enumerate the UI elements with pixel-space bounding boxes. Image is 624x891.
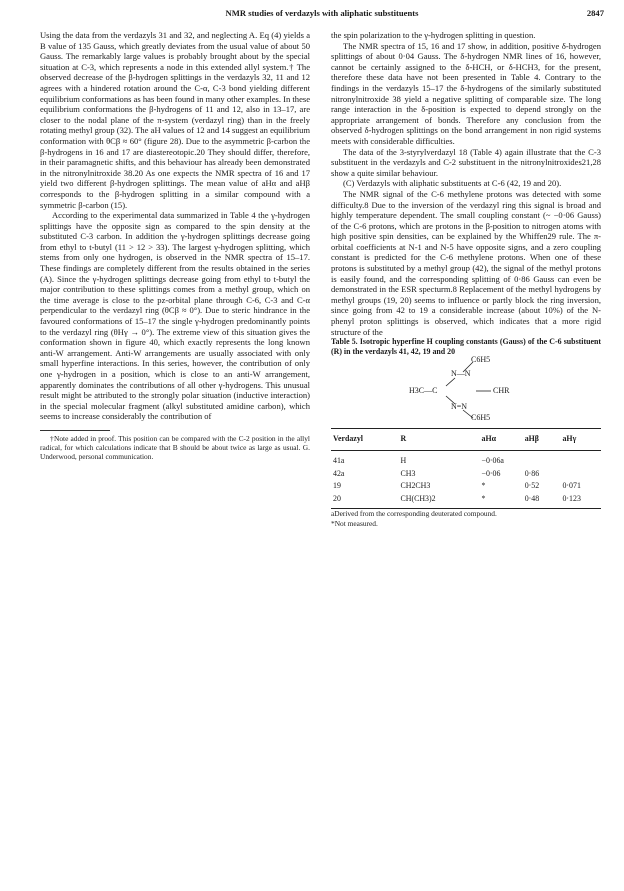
table-note: aDerived from the corresponding deuterated compound. <box>331 509 497 519</box>
table-cell: 0·52 <box>524 481 540 491</box>
column-header: aHγ <box>562 434 577 444</box>
table-cell: CH(CH3)2 <box>400 493 436 503</box>
structure-bottom-substituent: C6H5 <box>471 413 491 423</box>
page-number: 2847 <box>586 8 604 18</box>
table-cell: 19 <box>333 481 341 491</box>
table-header-row <box>331 429 601 451</box>
paragraph: The NMR spectra of 15, 16 and 17 show, in addition, positive δ-hydrogen splittings of about 0·04 Gauss. The δ-hydrogen NMR lines of 16, however, cannot be certainly assigned to the δ-HCH, or δ-HCH3, for the present, therefore these data have not been presented in Table 4. Contrary to the findings in the verdazyls 15–17 the δ-hydrogens of the similarly substituted nitronylnitroxide 38 yield a negative splitting of comparable size. The long range interaction in the δ-position is expected to depend strongly on the appropriate arrangement of bonds. Therefore any conclusion from the observed δ-hydrogen splittings on the bond arrangement in non rigid systems meets with considerable difficulties. <box>331 40 601 146</box>
table-cell: −0·06 <box>481 468 501 478</box>
table-cell: 0·86 <box>524 468 540 478</box>
table-row <box>331 451 601 468</box>
structure-upper-nitrogens: N—N <box>451 369 471 379</box>
structure-left-group: H3C—C <box>409 386 438 396</box>
left-column <box>40 30 310 462</box>
paragraph: The data of the 3-styrylverdazyl 18 (Table 4) again illustrate that the C-3 substituent in the verdazyls and C-2 substituent in the nitronylnitroxides21,28 show a quite similar behaviour. <box>331 146 601 178</box>
table-cell: −0·06a <box>481 456 504 465</box>
table-cell: 42a <box>333 468 345 478</box>
footnote-rule <box>40 430 110 431</box>
table-note: *Not measured. <box>331 518 378 528</box>
table-cell: 0·48 <box>524 493 540 503</box>
column-header: R <box>400 434 407 444</box>
table-cell <box>560 468 601 481</box>
column-header: Verdazyl <box>333 434 363 444</box>
column-header: aHβ <box>524 434 539 444</box>
column-header: aHα <box>481 434 496 444</box>
table-cell: 41a <box>333 456 345 465</box>
section-heading: (C) Verdazyls with aliphatic substituents at C-6 (42, 19 and 20). <box>343 178 562 189</box>
table-caption: Table 5. Isotropic hyperfine H coupling constants (Gauss) of the C-6 substituent (R) in the verdazyls 41, 42, 19 and 20 <box>331 337 601 356</box>
running-title: NMR studies of verdazyls with aliphatic substituents <box>225 8 419 18</box>
table-cell: * <box>481 493 486 503</box>
paragraph: The NMR signal of the C-6 methylene protons was detected with some difficulty.8 Due to the inversion of the verdazyl ring this signal is broad and highly temperature dependent. The small coupling constant (~ −0·06 Gauss) of the C-6 protons, which are protons in the β-position to nitrogen atoms with high positive spin densities, can be explained by the Whiffen29 rule. The π-orbital coefficients at N-1 and N-5 have opposite signs, and a zero coupling constant is predicted for the C-6 methylene protons. When one of these protons is substituted by a methyl group (42), the signal of the methyl protons is easily found, and the corresponding splitting of 0·86 Gauss can even be demonstrated in the ESR specturm.8 Replacement of the methyl hydrogens by methyl groups (19, 20) seems to influence or partly block the ring inversion, since going from 42 to 19 a considerable increase (about 10%) of the N-phenyl proton splittings is observed, which indicates that a more rigid structure of the <box>331 188 601 337</box>
running-head <box>40 8 604 22</box>
paragraph: the spin polarization to the γ-hydrogen splitting in question. <box>331 30 536 40</box>
structure-lower-nitrogens: N=N <box>451 402 468 412</box>
verdazyl-structure <box>331 355 601 423</box>
table-cell: H <box>400 456 407 465</box>
structure-right-group: CHR <box>493 386 510 396</box>
table-row <box>331 493 601 509</box>
table-cell: 0·071 <box>562 481 581 491</box>
structure-top-substituent: C6H5 <box>471 355 491 365</box>
paragraph: According to the experimental data summarized in Table 4 the γ-hydrogen splittings have the opposite sign as compared to the spin density at the substituted C-3 carbon. In addition the γ-hydrogen splittings decrease going from ethyl to t-butyl (11 > 12 > 33). The largest γ-hydrogen splitting, which stems from only one hydrogen, is observed in the NMR spectra of 15–17. These findings are completely different from the results obtained in the series (A). Since the γ-hydrogen splittings decrease going from ethyl to t-butyl the major contribution to these splittings comes from a methyl group, which on the time average is close to the pz-orbital plane through C-6, C-3 and C-α perpendicular to the verdazyl ring (θCβ ≈ 0°). Due to steric hindrance in the favoured conformations of 15–17 the single γ-hydrogen predominantly points to the verdazyl ring (θHγ → 0°). The extreme view of this situation gives the conformation shown in figure 40, which exactly represents the long known anti-W arrangement. Anti-W arrangements are usually associated with only small hyperfine interactions. In this series, however, the contribution of only one γ-hydrogen in a position, which is close to an anti-W arrangement, apparently dominates the contributions of all other γ-hydrogens. This unusual result might be attributed to the strongly polar situation (inductive interaction) in the special molecular fragment (alkyl substituted amidine carbon), which seems to increase considerably the contribution of <box>40 210 310 422</box>
table-cell: 0·123 <box>562 493 581 503</box>
table-cell <box>523 451 561 468</box>
table-row <box>331 480 601 493</box>
paragraph: Using the data from the verdazyls 31 and 32, and neglecting A. Eq (4) yields a B value of 135 Gauss, which greatly deviates from the usual value of about 50 Gauss. The remarkably large values is probably brought about by the special situation at C-3, which represents a node in this extended allyl system.† The observed decrease of the β-hydrogen splittings in the verdazyls 32, 11 and 12 agrees with a hindered rotation around the C-α, C-3 bond yielding different equilibrium conformations as has been found in many other examples. In these equilibrium conformations the β-hydrogens of 11 and 12, also in 13–17, are closer to the nodal plane of the π-system (verdazyl ring) than in the freely rotating methyl group (32). The aH values of 12 and 14 suggest an equilibrium conformation with θCβ ≈ 60° (figure 28). Due to the asymmetric β-carbon the β-hydrogens in 16 and 17 are diastereotopic.20 They should differ, therefore, in their paramagnetic shifts, and this behaviour has already been demonstrated in the nitronylnitroxide 38.20 As one expects the NMR spectra of 16 and 17 yield two different β-hydrogen splittings. The mean value of aHα and aHβ corresponds to the β-hydrogen splitting in a similar compound with a symmetric β-carbon (15). <box>40 30 310 210</box>
footnote: †Note added in proof. This position can be compared with the C-2 position in the allyl radical, for which calculations indicate that B should be about twice as large as usual. G. Underwood, personal communication. <box>40 433 310 462</box>
right-column <box>331 30 601 528</box>
table-cell: * <box>481 481 486 491</box>
table-cell: CH3 <box>400 468 416 478</box>
table-cell: CH2CH3 <box>400 481 431 491</box>
table-cell: 20 <box>333 493 341 503</box>
hyperfine-table <box>331 428 601 509</box>
table-cell <box>560 451 601 468</box>
table-row <box>331 468 601 481</box>
